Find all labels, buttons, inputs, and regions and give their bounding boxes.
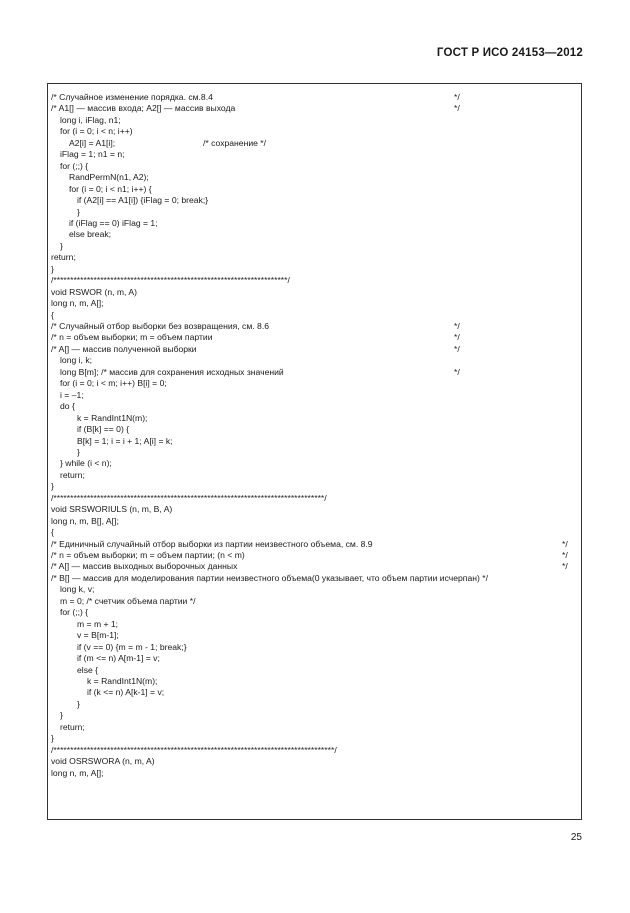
code-line: void RSWOR (n, m, A)	[51, 286, 137, 297]
code-line: for (i = 0; i < n1; i++) {	[69, 183, 152, 194]
code-line: {	[51, 527, 54, 538]
code-line: long i, k;	[60, 355, 93, 366]
code-line: for (i = 0; i < m; i++) B[i] = 0;	[60, 378, 167, 389]
code-line: long k, v;	[60, 584, 95, 595]
comment-end-marker: */	[562, 561, 568, 572]
code-line: if (v == 0) {m = m - 1; break;}	[77, 641, 187, 652]
comment-end-marker: */	[562, 538, 568, 549]
code-line: /* B[] — массив для моделирования партии неизвестного объема(0 указывает, что объем партии исчерпан) */	[51, 572, 488, 583]
code-line: iFlag = 1; n1 = n;	[60, 149, 125, 160]
code-line: v = B[m-1];	[77, 630, 119, 641]
code-line: void OSRSWORA (n, m, A)	[51, 756, 155, 767]
code-line: }	[77, 206, 80, 217]
code-line: /* Случайное изменение порядка. см.8.4	[51, 92, 213, 102]
code-listing-box	[47, 83, 582, 820]
code-line: return;	[60, 721, 85, 732]
code-line: if (iFlag == 0) iFlag = 1;	[69, 217, 158, 228]
code-line: /* Случайный отбор выборки без возвращения, см. 8.6	[51, 321, 269, 331]
code-line: k = RandInt1N(m);	[77, 412, 148, 423]
comment-end-marker: */	[454, 103, 460, 114]
code-line: long B[m]; /* массив для сохранения исходных значений	[60, 366, 284, 377]
code-line: RandPermN(n1, A2);	[69, 172, 149, 183]
code-line: /* n = объем выборки; m = объем партии	[51, 332, 213, 343]
comment-end-marker: */	[562, 550, 568, 560]
code-line: long n, m, B[], A[];	[51, 515, 119, 526]
code-line: if (k <= n) A[k-1] = v;	[87, 687, 165, 698]
code-line: for (;;) {	[60, 607, 89, 618]
code-line: /* n = объем выборки; m = объем партии; (n < m)	[51, 550, 245, 560]
page-number: 25	[570, 832, 582, 843]
code-line: A2[i] = A1[i];	[69, 137, 116, 148]
code-line: for (i = 0; i < n; i++)	[60, 126, 133, 137]
code-line: void SRSWORIULS (n, m, B, A)	[51, 504, 173, 515]
comment-end-marker: */	[454, 366, 460, 377]
code-line: long n, m, A[];	[51, 767, 104, 778]
code-line: do {	[60, 401, 75, 412]
code-line: }	[51, 733, 54, 744]
code-line: return;	[60, 469, 85, 480]
code-line: }	[60, 710, 63, 721]
code-line: }	[77, 698, 80, 709]
code-line: if (m <= n) A[m-1] = v;	[77, 653, 160, 664]
code-line: /* Единичный случайный отбор выборки из партии неизвестного объема, см. 8.9	[51, 538, 373, 549]
code-line: /* A[] — массив выходных выборочных данных	[51, 561, 238, 572]
code-line: }	[77, 446, 80, 457]
code-line: m = m + 1;	[77, 618, 119, 629]
comment-end-marker: */	[454, 332, 460, 343]
code-line: for (;;) {	[60, 160, 89, 171]
code-line: i = –1;	[60, 389, 84, 400]
code-line: }	[51, 481, 54, 492]
code-line: else break;	[69, 229, 112, 240]
code-line: /* A1[] — массив входа; A2[] — массив выхода	[51, 103, 236, 114]
document-header: ГОСТ Р ИСО 24153—2012	[436, 47, 583, 59]
code-line: /* A[] — массив полученной выборки	[51, 343, 197, 354]
code-line: if (A2[i] == A1[i]) {iFlag = 0; break;}	[77, 195, 209, 206]
comment-end-marker: */	[454, 92, 460, 102]
code-line: return;	[51, 252, 76, 263]
code-line: long n, m, A[];	[51, 298, 104, 309]
comment-end-marker: */	[454, 321, 460, 331]
code-line: } while (i < n);	[60, 458, 112, 469]
code-line: k = RandInt1N(m);	[87, 675, 158, 686]
code-line: long i, iFlag, n1;	[60, 114, 121, 125]
code-line: B[k] = 1; i = i + 1; A[i] = k;	[77, 435, 173, 446]
code-line: /**********************************************************************/	[51, 275, 290, 286]
code-line: }	[51, 263, 54, 274]
code-line: }	[60, 240, 63, 251]
code-line: /************************************************************************************/	[51, 744, 337, 755]
code-line: m = 0; /* счетчик объема партии */	[60, 595, 196, 606]
inline-comment: /* сохранение */	[203, 137, 267, 148]
code-line: else {	[77, 664, 99, 675]
code-line: if (B[k] == 0) {	[77, 424, 130, 435]
code-line: {	[51, 309, 54, 320]
code-line: /*********************************************************************************/	[51, 492, 327, 503]
comment-end-marker: */	[454, 343, 460, 354]
